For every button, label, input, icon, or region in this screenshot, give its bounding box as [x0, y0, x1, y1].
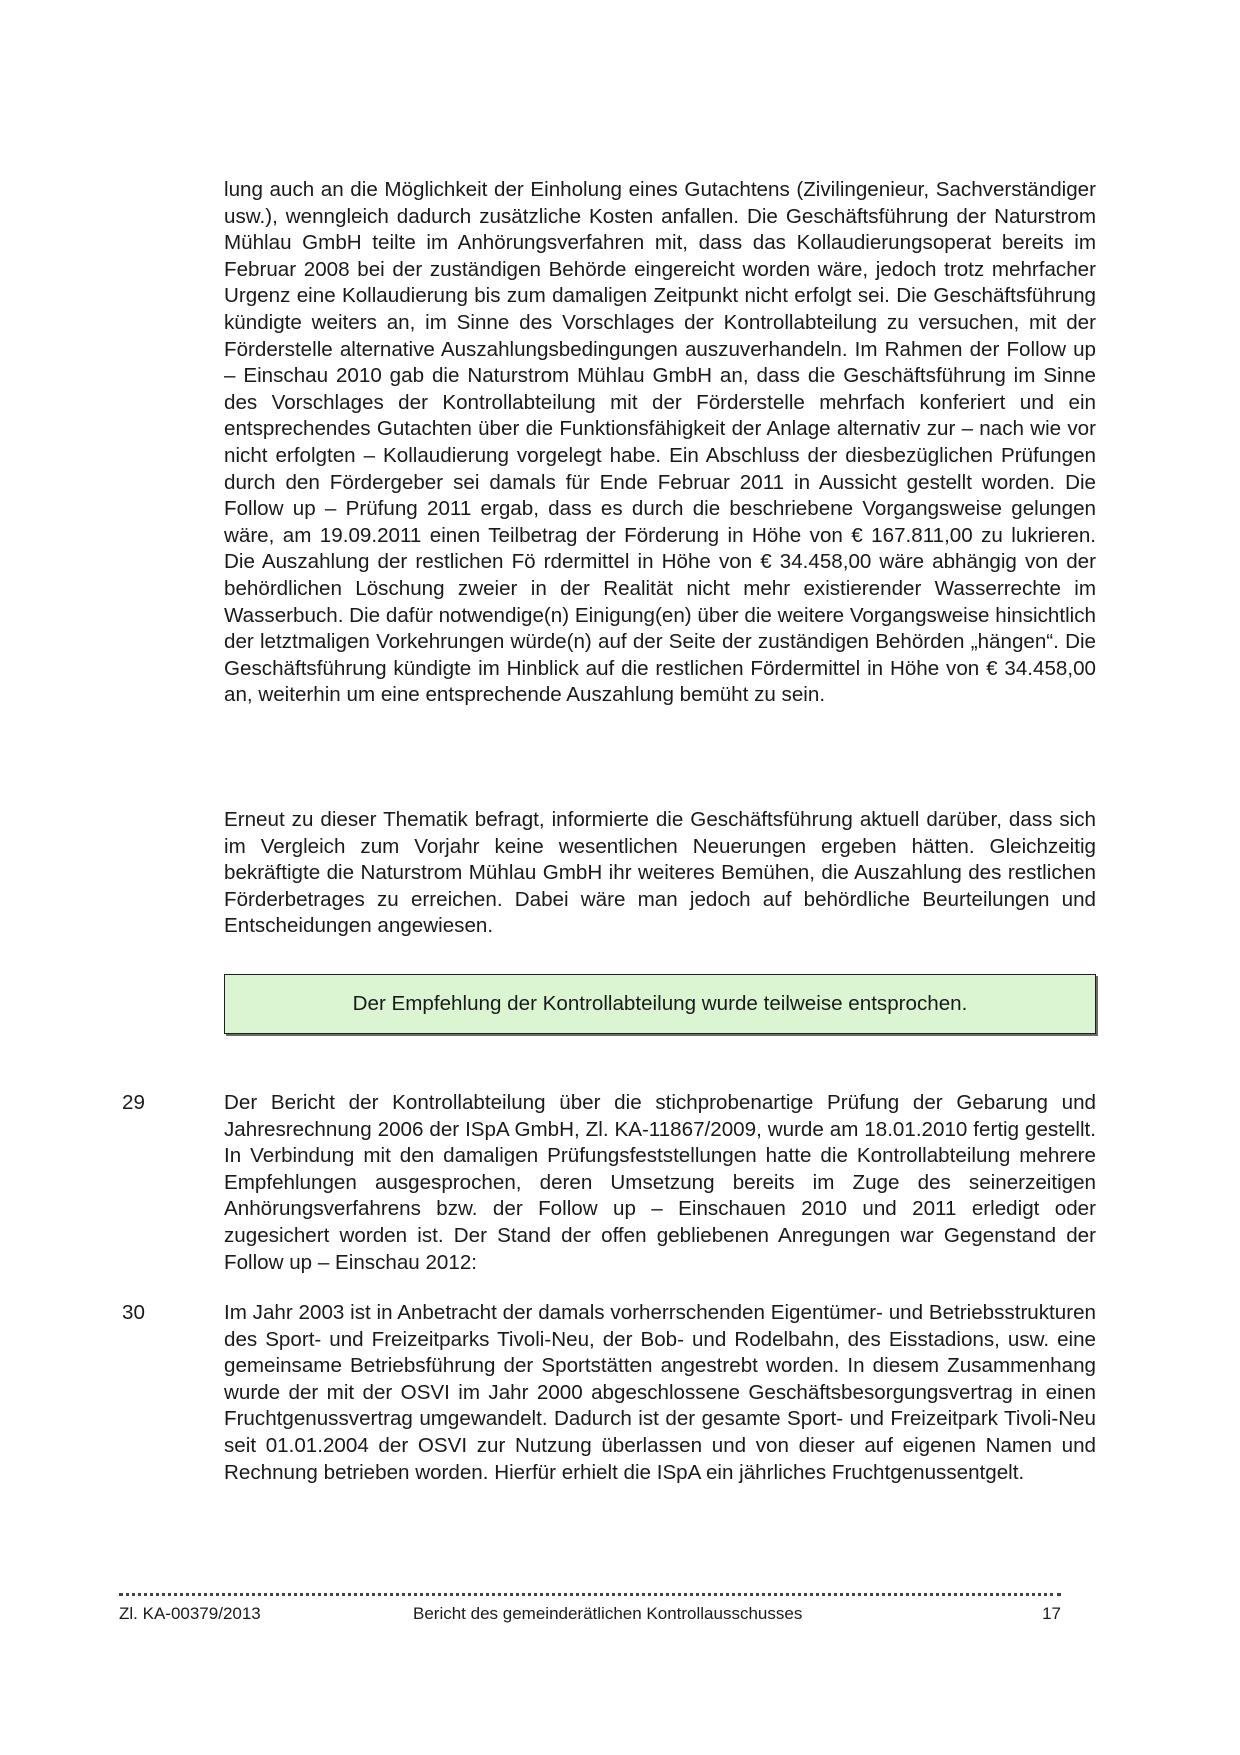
item-text: Der Bericht der Kontrollabteilung über die stichprobenartige Prüfung der Gebarung und Jahresrechnung 2006 der ISpA GmbH, Zl. KA-11867/2009, wurde am 18.01.2010 fertig gestellt. In Verbindung mit den damaligen Prüfungsfeststellungen hatte die Kontrollabteilung mehrere Empfehlungen ausgesprochen, deren Umsetzung bereits im Zuge des seinerzeitigen Anhörungsverfahrens bzw. der Follow up – Einschauen 2010 und 2011 erledigt oder zugesichert worden ist. Der Stand der offen gebliebenen Anregungen war Gegenstand der Follow up – Einschau 2012: [224, 1091, 1096, 1274]
footer-title: Bericht des gemeinderätlichen Kontrollausschusses [413, 1604, 803, 1623]
body-paragraph-1: lung auch an die Möglichkeit der Einholung eines Gutachtens (Zivilingenieur, Sachverständiger usw.), wenngleich dadurch zusätzliche Kosten anfallen. Die Geschäftsführung der Naturstrom Mühlau GmbH teilte im Anhörungsverfahren mit, dass das Kollaudierungsoperat bereits im Februar 2008 bei der zuständigen Behörde eingereicht worden wäre, jedoch trotz mehrfacher Urgenz eine Kollaudierung bis zum damaligen Zeitpunkt nicht erfolgt sei. Die Geschäftsführung kündigte weiters an, im Sinne des Vorschlages der Kontrollabteilung zu versuchen, mit der Förderstelle alternative Auszahlungsbedingungen auszuverhandeln. Im Rahmen der Follow up – Einschau 2010 gab die Naturstrom Mühlau GmbH an, dass die Geschäftsführung im Sinne des Vorschlages der Kontrollabteilung mit der Förderstelle mehrfach konferiert und ein entsprechendes Gutachten über die Funktionsfähigkeit der Anlage alternativ zur – nach wie vor nicht erfolgten – Kollaudierung vorgelegt habe. Ein Abschluss der diesbezüglichen Prüfungen durch den Fördergeber sei damals für Ende Februar 2011 in Aussicht gestellt worden. Die Follow up – Prüfung 2011 ergab, dass es durch die beschriebene Vorgangsweise gelungen wäre, am 19.09.2011 einen Teilbetrag der Förderung in Höhe von € 167.811,00 zu lukrieren. Die Auszahlung der restlichen Fö rdermittel in Höhe von € 34.458,00 wäre abhängig von der behördlichen Löschung zweier in der Realität nicht mehr existierender Wasserrechte im Wasserbuch. Die dafür notwendige(n) Einigung(en) über die weitere Vorgangsweise hinsichtlich der letztmaligen Vorkehrungen würde(n) auf der Seite der zuständigen Behörden „hängen“. Die Geschäftsführung kündigte im Hinblick auf die restlichen Fördermittel in Höhe von € 34.458,00 an, weiterhin um eine entsprechende Auszahlung bemüht zu sein. [224, 178, 1096, 707]
recommendation-box [224, 974, 1096, 1034]
body-paragraph-2: Erneut zu dieser Thematik befragt, informierte die Geschäftsführung aktuell darüber, dass sich im Vergleich zum Vorjahr keine wesentlichen Neuerungen ergeben hätten. Gleichzeitig bekräftigte die Naturstrom Mühlau GmbH ihr weiteres Bemühen, die Auszahlung des restlichen Förderbetrages zu erreichen. Dabei wäre man jedoch auf behördliche Beurteilungen und Entscheidungen angewiesen. [224, 808, 1096, 938]
recommendation-text: Der Empfehlung der Kontrollabteilung wurde teilweise entsprochen. [352, 992, 968, 1015]
page-number: 17 [1042, 1604, 1061, 1623]
footer-reference: Zl. KA-00379/2013 [119, 1604, 261, 1623]
item-number: 29 [122, 1091, 145, 1114]
footer-divider [119, 1590, 1061, 1596]
item-text: Im Jahr 2003 ist in Anbetracht der damals vorherrschenden Eigentümer- und Betriebsstrukturen des Sport- und Freizeitparks Tivoli-Neu, der Bob- und Rodelbahn, des Eisstadions, usw. eine gemeinsame Betriebsführung der Sportstätten angestrebt worden. In diesem Zusammenhang wurde der mit der OSVI im Jahr 2000 abgeschlossene Geschäftsbesorgungsvertrag in einen Fruchtgenussvertrag umgewandelt. Dadurch ist der gesamte Sport- und Freizeitpark Tivoli-Neu seit 01.01.2004 der OSVI zur Nutzung überlassen und von dieser auf eigenen Namen und Rechnung betrieben worden. Hierfür erhielt die ISpA ein jährliches Fruchtgenussentgelt. [224, 1301, 1096, 1484]
item-number: 30 [122, 1301, 145, 1324]
